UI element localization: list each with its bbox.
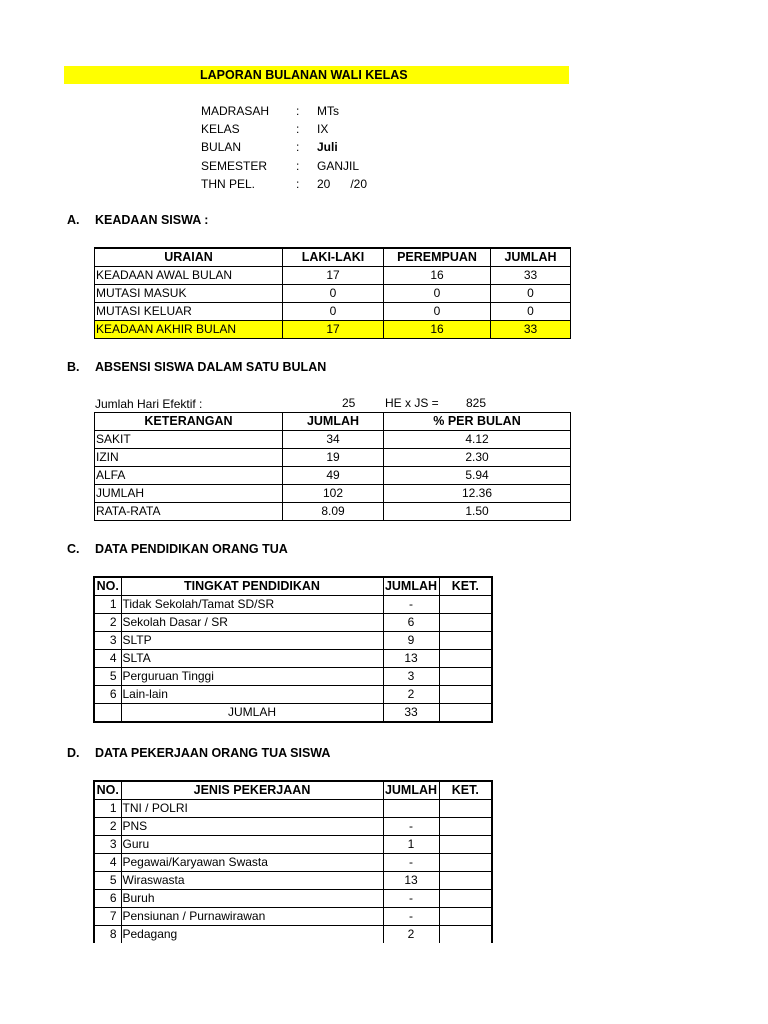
table-cell: Buruh <box>121 890 383 908</box>
table-cell: 1 <box>383 836 439 854</box>
table-cell: 3 <box>94 632 121 650</box>
section-b-title: ABSENSI SISWA DALAM SATU BULAN <box>95 360 327 374</box>
table-cell: 2 <box>383 926 439 944</box>
table-cell <box>383 800 439 818</box>
highlighted-table-row <box>95 321 571 339</box>
table-row <box>94 854 492 872</box>
table-cell: 19 <box>283 449 384 467</box>
table-cell <box>439 614 492 632</box>
info-label-bulan: BULAN <box>201 140 242 154</box>
table-cell: 6 <box>383 614 439 632</box>
table-cell: 3 <box>94 836 121 854</box>
table-cell: - <box>383 596 439 614</box>
section-d-title: DATA PEKERJAAN ORANG TUA SISWA <box>95 746 331 760</box>
table-cell: 0 <box>384 285 491 303</box>
table-cell: Pegawai/Karyawan Swasta <box>121 854 383 872</box>
table-row <box>95 449 571 467</box>
column-header: JUMLAH <box>283 413 384 431</box>
page-title: LAPORAN BULANAN WALI KELAS <box>200 68 408 82</box>
column-header: JENIS PEKERJAAN <box>121 781 383 800</box>
table-cell <box>439 650 492 668</box>
table-row <box>94 836 492 854</box>
table-row <box>95 431 571 449</box>
table-cell: 16 <box>384 267 491 285</box>
table-row <box>95 485 571 503</box>
column-header: % PER BULAN <box>384 413 571 431</box>
absensi-table <box>94 412 571 521</box>
column-header: LAKI-LAKI <box>283 248 384 267</box>
table-cell <box>439 890 492 908</box>
table-cell: IZIN <box>95 449 283 467</box>
table-cell: Perguruan Tinggi <box>121 668 383 686</box>
table-cell: 0 <box>491 303 571 321</box>
table-cell: - <box>383 818 439 836</box>
column-header: PEREMPUAN <box>384 248 491 267</box>
column-header: NO. <box>94 577 121 596</box>
table-row <box>94 800 492 818</box>
table-row <box>95 503 571 521</box>
table-row <box>94 596 492 614</box>
section-d-letter: D. <box>67 746 80 760</box>
info-value-kelas: IX <box>317 122 329 136</box>
table-row <box>95 467 571 485</box>
table-cell: KEADAAN AKHIR BULAN <box>95 321 283 339</box>
he-js-value: 825 <box>466 396 487 410</box>
column-header: NO. <box>94 781 121 800</box>
table-cell: - <box>383 890 439 908</box>
table-cell: 13 <box>383 650 439 668</box>
table-cell <box>439 908 492 926</box>
effective-days-label: Jumlah Hari Efektif : <box>95 397 203 411</box>
column-header: KET. <box>439 577 492 596</box>
table-cell <box>439 596 492 614</box>
table-cell: 12.36 <box>384 485 571 503</box>
table-cell: JUMLAH <box>95 485 283 503</box>
table-cell: Wiraswasta <box>121 872 383 890</box>
table-cell: 0 <box>384 303 491 321</box>
table-row <box>95 267 571 285</box>
table-cell: Pedagang <box>121 926 383 944</box>
table-cell <box>439 854 492 872</box>
info-colon: : <box>296 122 300 136</box>
table-row <box>94 632 492 650</box>
table-cell: ALFA <box>95 467 283 485</box>
info-colon: : <box>296 159 300 173</box>
table-cell <box>439 926 492 944</box>
keadaan-siswa-table <box>94 247 571 339</box>
table-cell: 0 <box>491 285 571 303</box>
he-js-label: HE x JS = <box>385 396 439 410</box>
info-label-kelas: KELAS <box>201 122 240 136</box>
table-cell: PNS <box>121 818 383 836</box>
table-cell: 4 <box>94 854 121 872</box>
table-row <box>94 650 492 668</box>
column-header: KETERANGAN <box>95 413 283 431</box>
table-cell: TNI / POLRI <box>121 800 383 818</box>
table-cell: 6 <box>94 686 121 704</box>
table-cell: 1 <box>94 596 121 614</box>
table-cell: 34 <box>283 431 384 449</box>
table-cell <box>439 704 492 723</box>
table-cell <box>439 632 492 650</box>
table-cell: 3 <box>383 668 439 686</box>
table-row <box>94 818 492 836</box>
table-cell: 33 <box>491 321 571 339</box>
column-header: URAIAN <box>95 248 283 267</box>
table-cell: - <box>383 908 439 926</box>
table-cell: SAKIT <box>95 431 283 449</box>
table-cell <box>439 800 492 818</box>
table-cell: Lain-lain <box>121 686 383 704</box>
table-cell: 17 <box>283 321 384 339</box>
section-a-letter: A. <box>67 213 80 227</box>
table-cell: 5.94 <box>384 467 571 485</box>
table-cell: 17 <box>283 267 384 285</box>
table-cell <box>439 836 492 854</box>
table-row <box>94 668 492 686</box>
section-a-title: KEADAAN SISWA : <box>95 213 209 227</box>
table-cell: 1.50 <box>384 503 571 521</box>
table-cell: 2 <box>94 614 121 632</box>
table-cell: MUTASI KELUAR <box>95 303 283 321</box>
info-value-thn-pel: 20 /20 <box>317 177 368 191</box>
table-row <box>94 686 492 704</box>
table-header-row <box>94 781 492 800</box>
table-row <box>94 614 492 632</box>
pendidikan-orang-tua-table <box>93 576 493 723</box>
table-cell: Guru <box>121 836 383 854</box>
table-cell: 8 <box>94 926 121 944</box>
table-row <box>94 872 492 890</box>
table-row <box>95 303 571 321</box>
table-cell: RATA-RATA <box>95 503 283 521</box>
table-cell: 13 <box>383 872 439 890</box>
table-cell: 9 <box>383 632 439 650</box>
column-header: JUMLAH <box>491 248 571 267</box>
table-row <box>95 285 571 303</box>
table-cell: 8.09 <box>283 503 384 521</box>
table-cell: 2.30 <box>384 449 571 467</box>
table-cell: SLTA <box>121 650 383 668</box>
table-row <box>94 908 492 926</box>
table-header-row <box>95 248 571 267</box>
section-c-letter: C. <box>67 542 80 556</box>
table-cell: 0 <box>283 303 384 321</box>
table-cell: MUTASI MASUK <box>95 285 283 303</box>
table-cell: 6 <box>94 890 121 908</box>
column-header: KET. <box>439 781 492 800</box>
table-cell: SLTP <box>121 632 383 650</box>
info-label-thn-pel: THN PEL. <box>201 177 256 191</box>
column-header: JUMLAH <box>383 577 439 596</box>
table-cell: 102 <box>283 485 384 503</box>
table-cell: 4 <box>94 650 121 668</box>
info-colon: : <box>296 140 300 154</box>
effective-days-value: 25 <box>342 396 356 410</box>
table-cell: KEADAAN AWAL BULAN <box>95 267 283 285</box>
table-cell <box>439 686 492 704</box>
table-cell: 33 <box>491 267 571 285</box>
table-cell: 16 <box>384 321 491 339</box>
total-label: JUMLAH <box>121 704 383 723</box>
table-cell: Pensiunan / Purnawirawan <box>121 908 383 926</box>
table-row <box>94 890 492 908</box>
table-cell: Tidak Sekolah/Tamat SD/SR <box>121 596 383 614</box>
section-b-letter: B. <box>67 360 80 374</box>
table-cell: 5 <box>94 668 121 686</box>
info-label-semester: SEMESTER <box>201 159 268 173</box>
table-cell: 2 <box>94 818 121 836</box>
table-cell: 4.12 <box>384 431 571 449</box>
table-cell <box>439 818 492 836</box>
table-cell: Sekolah Dasar / SR <box>121 614 383 632</box>
table-header-row <box>94 577 492 596</box>
info-value-bulan: Juli <box>317 140 338 154</box>
table-cell <box>94 704 121 723</box>
info-value-madrasah: MTs <box>317 104 339 118</box>
info-value-semester: GANJIL <box>317 159 360 173</box>
table-cell: 5 <box>94 872 121 890</box>
column-header: TINGKAT PENDIDIKAN <box>121 577 383 596</box>
table-cell: 0 <box>283 285 384 303</box>
table-cell <box>439 668 492 686</box>
table-cell <box>439 872 492 890</box>
total-value: 33 <box>383 704 439 723</box>
info-label-madrasah: MADRASAH <box>201 104 270 118</box>
table-total-row <box>94 704 492 723</box>
table-cell: 2 <box>383 686 439 704</box>
table-cell: 7 <box>94 908 121 926</box>
table-header-row <box>95 413 571 431</box>
pekerjaan-orang-tua-table <box>93 780 493 943</box>
table-row <box>94 926 492 944</box>
table-cell: - <box>383 854 439 872</box>
table-cell: 49 <box>283 467 384 485</box>
info-colon: : <box>296 104 300 118</box>
section-c-title: DATA PENDIDIKAN ORANG TUA <box>95 542 288 556</box>
column-header: JUMLAH <box>383 781 439 800</box>
info-colon: : <box>296 177 300 191</box>
table-cell: 1 <box>94 800 121 818</box>
